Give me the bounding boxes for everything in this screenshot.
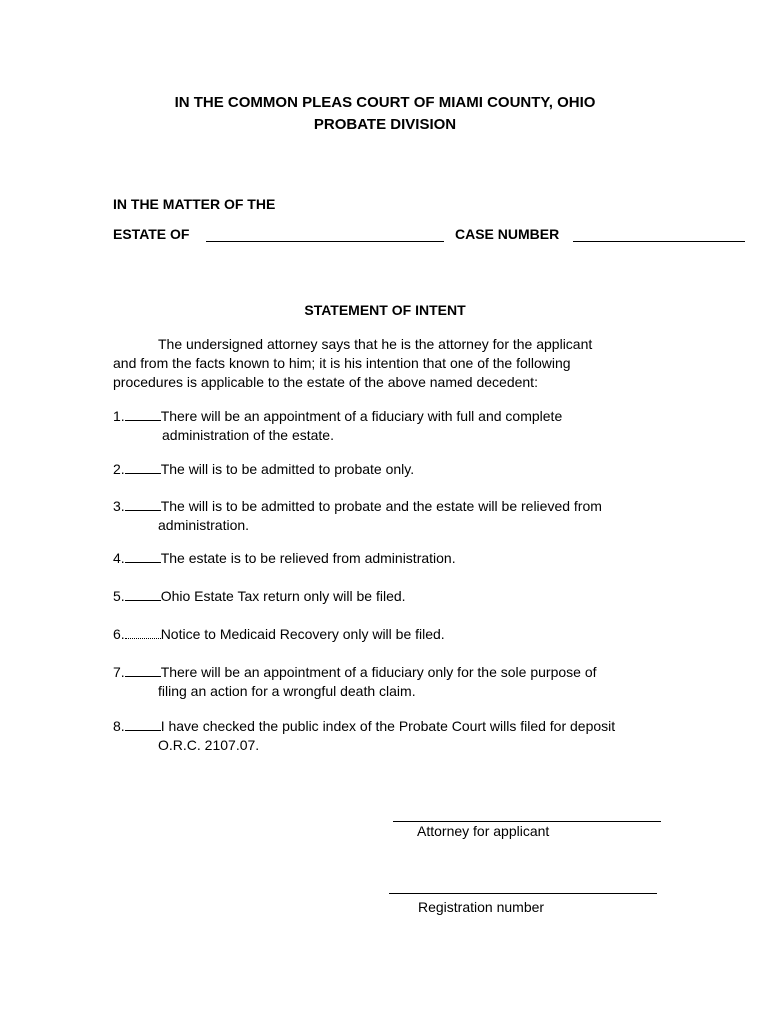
- case-number-label: CASE NUMBER: [455, 226, 560, 242]
- item-text: The will is to be admitted to probate and the estate will be relieved from: [160, 498, 602, 514]
- list-item: [113, 461, 414, 477]
- item-check-blank[interactable]: [125, 461, 161, 474]
- item-text-continued: administration.: [158, 517, 250, 533]
- item-number: 4.: [113, 550, 125, 566]
- list-item: [113, 626, 445, 642]
- estate-label: ESTATE OF: [113, 226, 190, 242]
- list-item: [113, 550, 456, 566]
- item-check-blank[interactable]: [125, 408, 161, 421]
- item-number: 1.: [113, 408, 125, 424]
- list-item: [113, 408, 562, 424]
- item-text-continued: administration of the estate.: [162, 427, 334, 443]
- item-check-blank[interactable]: [125, 588, 161, 601]
- item-text-continued: filing an action for a wrongful death claim.: [158, 683, 416, 699]
- document-title: STATEMENT OF INTENT: [304, 302, 466, 318]
- item-check-blank[interactable]: [125, 664, 161, 677]
- list-item: [113, 588, 406, 604]
- item-text: There will be an appointment of a fiduciary with full and complete: [160, 408, 563, 424]
- item-text: There will be an appointment of a fiduciary only for the sole purpose of: [160, 664, 597, 680]
- item-number: 6.: [113, 626, 125, 642]
- list-item: [113, 664, 597, 680]
- item-check-blank[interactable]: [125, 626, 161, 639]
- item-number: 3.: [113, 498, 125, 514]
- item-number: 2.: [113, 461, 125, 477]
- case-number-field[interactable]: [573, 241, 745, 242]
- item-number: 8.: [113, 718, 125, 734]
- division-heading: PROBATE DIVISION: [313, 116, 457, 133]
- item-text: Ohio Estate Tax return only will be filed.: [160, 588, 406, 604]
- item-check-blank[interactable]: [125, 718, 161, 731]
- list-item: [113, 498, 602, 514]
- intro-line-3: procedures is applicable to the estate of the above named decedent:: [113, 374, 538, 390]
- item-text: The estate is to be relieved from administration.: [160, 550, 456, 566]
- estate-name-field[interactable]: [206, 241, 444, 242]
- intro-line-2: and from the facts known to him; it is his intention that one of the following: [113, 355, 571, 371]
- item-check-blank[interactable]: [125, 498, 161, 511]
- attorney-label: Attorney for applicant: [417, 823, 550, 839]
- registration-number-line[interactable]: [389, 893, 657, 894]
- item-number: 7.: [113, 664, 125, 680]
- item-text-continued: O.R.C. 2107.07.: [158, 737, 260, 753]
- list-item: [113, 718, 615, 734]
- item-text: Notice to Medicaid Recovery only will be filed.: [160, 626, 445, 642]
- intro-line-1: The undersigned attorney says that he is the attorney for the applicant: [158, 336, 593, 352]
- item-text: I have checked the public index of the Probate Court wills filed for deposit: [160, 718, 616, 734]
- item-number: 5.: [113, 588, 125, 604]
- item-check-blank[interactable]: [125, 550, 161, 563]
- court-heading: IN THE COMMON PLEAS COURT OF MIAMI COUNTY, OHIO: [174, 94, 596, 111]
- registration-label: Registration number: [418, 899, 545, 915]
- item-text: The will is to be admitted to probate only.: [160, 461, 415, 477]
- attorney-signature-line[interactable]: [393, 821, 661, 822]
- matter-label: IN THE MATTER OF THE: [113, 196, 276, 212]
